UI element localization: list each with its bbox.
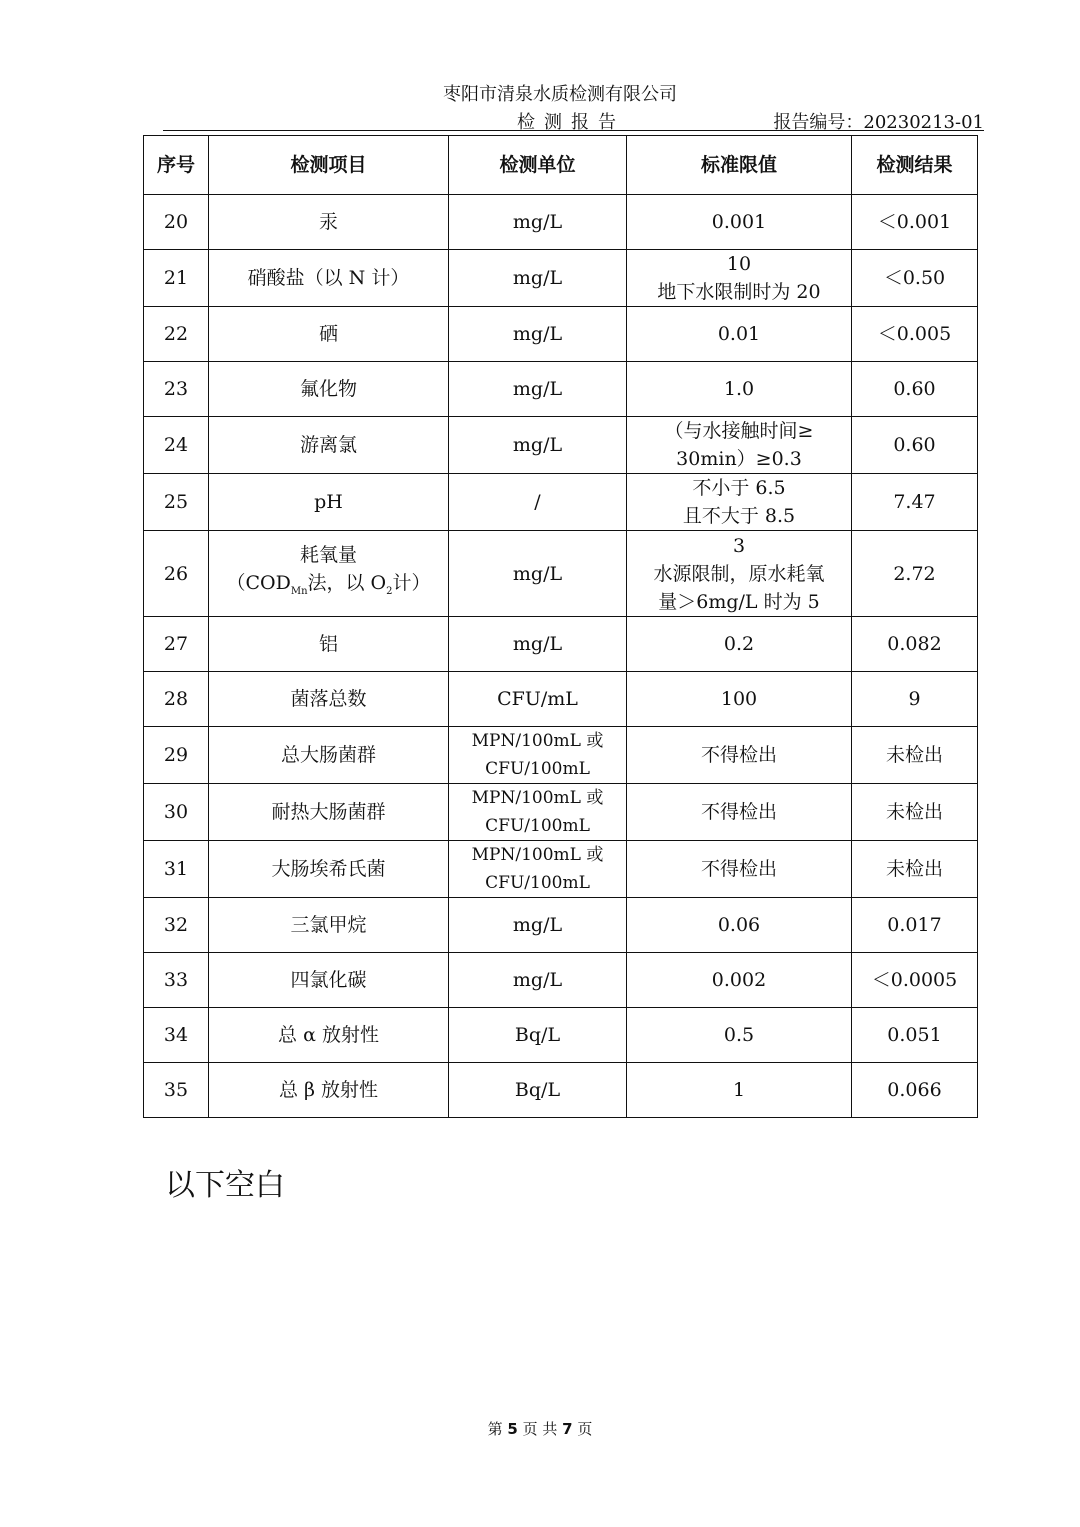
report-number: 报告编号：20230213-01 bbox=[773, 112, 984, 133]
standard-limit-text: 1 bbox=[732, 1079, 746, 1101]
test-unit bbox=[449, 195, 627, 250]
table-header-row bbox=[144, 136, 978, 195]
method-middle: 法，以 O bbox=[307, 572, 387, 595]
test-unit-text: mg/L bbox=[512, 323, 563, 345]
row-number bbox=[144, 672, 209, 727]
test-unit-text: mg/L bbox=[512, 562, 563, 585]
test-unit bbox=[449, 362, 627, 417]
row-number bbox=[144, 841, 209, 898]
test-item bbox=[209, 898, 449, 953]
test-item-method bbox=[213, 569, 444, 606]
test-result bbox=[852, 531, 978, 617]
report-header-line bbox=[163, 108, 984, 131]
test-item bbox=[209, 307, 449, 362]
test-item-text: 总 α 放射性 bbox=[278, 1024, 379, 1046]
standard-limit-text: 且不大于 8.5 bbox=[682, 505, 796, 527]
table-row bbox=[144, 531, 978, 617]
test-result-text: ＜0.50 bbox=[883, 267, 946, 289]
row-number-text: 33 bbox=[163, 969, 189, 991]
row-number bbox=[144, 474, 209, 531]
page-prefix: 第 bbox=[487, 1420, 503, 1438]
test-item-text: 总 β 放射性 bbox=[278, 1079, 379, 1101]
test-item-text: 游离氯 bbox=[299, 434, 357, 456]
test-item bbox=[209, 362, 449, 417]
test-unit-text: CFU/100mL bbox=[485, 816, 590, 836]
test-unit-text: mg/L bbox=[512, 378, 563, 400]
test-result-text: 0.082 bbox=[887, 633, 942, 655]
test-result bbox=[852, 417, 978, 474]
test-result bbox=[852, 672, 978, 727]
test-result-text: 0.60 bbox=[893, 378, 936, 400]
test-item bbox=[209, 617, 449, 672]
row-number-text: 22 bbox=[163, 323, 189, 345]
table-row bbox=[144, 307, 978, 362]
results-table bbox=[143, 135, 978, 1118]
standard-limit-text: 0.01 bbox=[717, 323, 761, 345]
test-result bbox=[852, 250, 978, 307]
test-unit bbox=[449, 841, 627, 898]
row-number-text: 25 bbox=[163, 491, 189, 513]
test-unit-text: MPN/100mL 或 bbox=[471, 845, 604, 865]
test-result-text: 0.017 bbox=[887, 914, 942, 936]
test-item bbox=[209, 250, 449, 307]
test-result-text: 未检出 bbox=[885, 744, 943, 766]
test-unit-text: CFU/mL bbox=[497, 688, 578, 710]
standard-limit bbox=[627, 617, 852, 672]
test-unit bbox=[449, 898, 627, 953]
standard-limit-text: 不得检出 bbox=[700, 858, 777, 880]
standard-limit-text: 10 bbox=[726, 253, 752, 275]
row-number-text: 26 bbox=[163, 562, 189, 585]
standard-limit-text: 0.5 bbox=[723, 1024, 755, 1046]
row-number-text: 24 bbox=[163, 434, 189, 456]
test-result-text: 9 bbox=[908, 688, 921, 710]
row-number-text: 21 bbox=[163, 267, 189, 289]
report-title: 检测报告 bbox=[517, 112, 625, 133]
test-unit-text: Bq/L bbox=[514, 1024, 561, 1046]
test-item bbox=[209, 1008, 449, 1063]
test-unit-text: CFU/100mL bbox=[485, 873, 590, 893]
method-suffix: 计） bbox=[392, 572, 431, 595]
method-subscript-mn: Mn bbox=[290, 585, 308, 597]
test-result bbox=[852, 953, 978, 1008]
test-item-text: 菌落总数 bbox=[290, 688, 367, 710]
standard-limit-text: 1.0 bbox=[723, 378, 755, 400]
row-number bbox=[144, 617, 209, 672]
test-result-text: 2.72 bbox=[893, 562, 936, 585]
row-number-text: 34 bbox=[163, 1024, 189, 1046]
table-body bbox=[144, 195, 978, 1118]
page-number-footer bbox=[0, 1418, 1080, 1439]
test-unit-text: mg/L bbox=[512, 211, 563, 233]
test-item bbox=[209, 672, 449, 727]
standard-limit-text: 100 bbox=[720, 688, 758, 710]
row-number bbox=[144, 784, 209, 841]
test-result bbox=[852, 898, 978, 953]
row-number bbox=[144, 307, 209, 362]
row-number bbox=[144, 250, 209, 307]
test-result bbox=[852, 474, 978, 531]
test-result bbox=[852, 841, 978, 898]
table-row bbox=[144, 784, 978, 841]
row-number-text: 27 bbox=[163, 633, 189, 655]
column-header-no: 序号 bbox=[144, 136, 209, 195]
test-result bbox=[852, 1008, 978, 1063]
test-unit-text: mg/L bbox=[512, 267, 563, 289]
column-header-limit: 标准限值 bbox=[627, 136, 852, 195]
method-subscript-2: 2 bbox=[386, 585, 393, 597]
test-unit bbox=[449, 727, 627, 784]
standard-limit bbox=[627, 841, 852, 898]
test-unit-text: / bbox=[534, 491, 541, 513]
standard-limit-text: 0.001 bbox=[711, 211, 767, 233]
test-result-text: 0.60 bbox=[893, 434, 936, 456]
test-unit bbox=[449, 1008, 627, 1063]
test-item bbox=[209, 841, 449, 898]
table-row bbox=[144, 672, 978, 727]
table-row bbox=[144, 727, 978, 784]
table-row bbox=[144, 250, 978, 307]
test-item bbox=[209, 531, 449, 617]
standard-limit-text: 3 bbox=[732, 534, 746, 557]
row-number-text: 30 bbox=[163, 801, 189, 823]
test-unit-text: MPN/100mL 或 bbox=[471, 731, 604, 751]
test-unit bbox=[449, 250, 627, 307]
table-row bbox=[144, 617, 978, 672]
standard-limit bbox=[627, 531, 852, 617]
test-result-text: ＜0.0005 bbox=[871, 969, 958, 991]
standard-limit-text: 不得检出 bbox=[700, 744, 777, 766]
test-result-text: 未检出 bbox=[885, 858, 943, 880]
standard-limit bbox=[627, 417, 852, 474]
standard-limit bbox=[627, 1008, 852, 1063]
standard-limit bbox=[627, 307, 852, 362]
row-number-text: 28 bbox=[163, 688, 189, 710]
test-item-text: 铝 bbox=[318, 633, 338, 655]
standard-limit-text: 30min）≥0.3 bbox=[676, 448, 802, 470]
test-item-text: 大肠埃希氏菌 bbox=[271, 858, 386, 880]
standard-limit bbox=[627, 1063, 852, 1118]
standard-limit bbox=[627, 727, 852, 784]
page-suffix: 页 bbox=[577, 1420, 593, 1438]
test-result bbox=[852, 784, 978, 841]
row-number-text: 31 bbox=[163, 858, 189, 880]
row-number bbox=[144, 727, 209, 784]
test-unit bbox=[449, 474, 627, 531]
test-item bbox=[209, 727, 449, 784]
blank-below-note: 以下空白 bbox=[165, 1168, 285, 1203]
test-result bbox=[852, 617, 978, 672]
standard-limit-text: 量＞6mg/L 时为 5 bbox=[658, 590, 820, 613]
table-row bbox=[144, 1063, 978, 1118]
standard-limit bbox=[627, 672, 852, 727]
row-number bbox=[144, 195, 209, 250]
row-number-text: 23 bbox=[163, 378, 189, 400]
test-item bbox=[209, 1063, 449, 1118]
test-unit bbox=[449, 531, 627, 617]
test-unit-text: MPN/100mL 或 bbox=[471, 788, 604, 808]
test-item bbox=[209, 953, 449, 1008]
row-number bbox=[144, 362, 209, 417]
test-result-text: 7.47 bbox=[893, 491, 936, 513]
test-unit bbox=[449, 307, 627, 362]
test-unit-text: mg/L bbox=[512, 914, 563, 936]
test-result bbox=[852, 195, 978, 250]
current-page: 5 bbox=[507, 1420, 518, 1438]
test-unit-text: Bq/L bbox=[514, 1079, 561, 1101]
standard-limit bbox=[627, 784, 852, 841]
row-number bbox=[144, 417, 209, 474]
column-header-unit: 检测单位 bbox=[449, 136, 627, 195]
test-unit bbox=[449, 1063, 627, 1118]
row-number bbox=[144, 953, 209, 1008]
table-row bbox=[144, 417, 978, 474]
row-number bbox=[144, 531, 209, 617]
row-number bbox=[144, 1063, 209, 1118]
test-item-text: 四氯化碳 bbox=[290, 969, 367, 991]
standard-limit-text: （与水接触时间≥ bbox=[664, 420, 814, 442]
table-row bbox=[144, 953, 978, 1008]
column-header-item: 检测项目 bbox=[209, 136, 449, 195]
standard-limit-text: 水源限制，原水耗氧 bbox=[653, 562, 825, 585]
test-unit-text: mg/L bbox=[512, 969, 563, 991]
test-item-text: 总大肠菌群 bbox=[280, 744, 376, 766]
page-middle: 页 共 bbox=[522, 1420, 558, 1438]
test-result-text: 0.066 bbox=[887, 1079, 942, 1101]
test-item bbox=[209, 474, 449, 531]
standard-limit-text: 0.002 bbox=[711, 969, 767, 991]
row-number bbox=[144, 898, 209, 953]
test-unit bbox=[449, 953, 627, 1008]
test-item bbox=[209, 417, 449, 474]
test-result bbox=[852, 1063, 978, 1118]
standard-limit bbox=[627, 195, 852, 250]
test-unit bbox=[449, 417, 627, 474]
test-unit bbox=[449, 617, 627, 672]
standard-limit bbox=[627, 474, 852, 531]
standard-limit-text: 0.06 bbox=[717, 914, 761, 936]
test-unit-text: mg/L bbox=[512, 633, 563, 655]
table-row bbox=[144, 1008, 978, 1063]
table-row bbox=[144, 474, 978, 531]
test-result-text: 未检出 bbox=[885, 801, 943, 823]
test-result-text: 0.051 bbox=[887, 1024, 942, 1046]
standard-limit bbox=[627, 953, 852, 1008]
test-unit bbox=[449, 672, 627, 727]
table-row bbox=[144, 195, 978, 250]
test-result bbox=[852, 307, 978, 362]
test-item-text: 三氯甲烷 bbox=[290, 914, 367, 936]
row-number-text: 32 bbox=[163, 914, 189, 936]
test-unit-text: mg/L bbox=[512, 434, 563, 456]
table-row bbox=[144, 841, 978, 898]
row-number-text: 35 bbox=[163, 1079, 189, 1101]
column-header-result: 检测结果 bbox=[852, 136, 978, 195]
test-item bbox=[209, 195, 449, 250]
test-unit bbox=[449, 784, 627, 841]
test-result-text: ＜0.005 bbox=[877, 323, 952, 345]
company-name: 枣阳市清泉水质检测有限公司 bbox=[443, 84, 677, 105]
row-number bbox=[144, 1008, 209, 1063]
test-result bbox=[852, 362, 978, 417]
method-prefix: （COD bbox=[226, 572, 291, 595]
standard-limit bbox=[627, 898, 852, 953]
standard-limit bbox=[627, 250, 852, 307]
test-result-text: ＜0.001 bbox=[877, 211, 952, 233]
total-pages: 7 bbox=[562, 1420, 573, 1438]
test-item-text: 汞 bbox=[318, 211, 338, 233]
table-row bbox=[144, 362, 978, 417]
test-item bbox=[209, 784, 449, 841]
test-item-text: 耗氧量 bbox=[299, 544, 357, 567]
test-item-text: 硝酸盐（以 N 计） bbox=[247, 267, 410, 289]
test-item-text: 氟化物 bbox=[299, 378, 357, 400]
test-item-text: 硒 bbox=[318, 323, 338, 345]
test-result bbox=[852, 727, 978, 784]
test-unit-text: CFU/100mL bbox=[485, 759, 590, 779]
standard-limit-text: 0.2 bbox=[723, 633, 755, 655]
standard-limit-text: 地下水限制时为 20 bbox=[657, 281, 821, 303]
row-number-text: 20 bbox=[163, 211, 189, 233]
standard-limit-text: 不得检出 bbox=[700, 801, 777, 823]
table-row bbox=[144, 898, 978, 953]
test-item-text: 耐热大肠菌群 bbox=[271, 801, 386, 823]
standard-limit bbox=[627, 362, 852, 417]
standard-limit-text: 不小于 6.5 bbox=[692, 477, 786, 499]
row-number-text: 29 bbox=[163, 744, 189, 766]
test-item-text: pH bbox=[314, 491, 343, 513]
